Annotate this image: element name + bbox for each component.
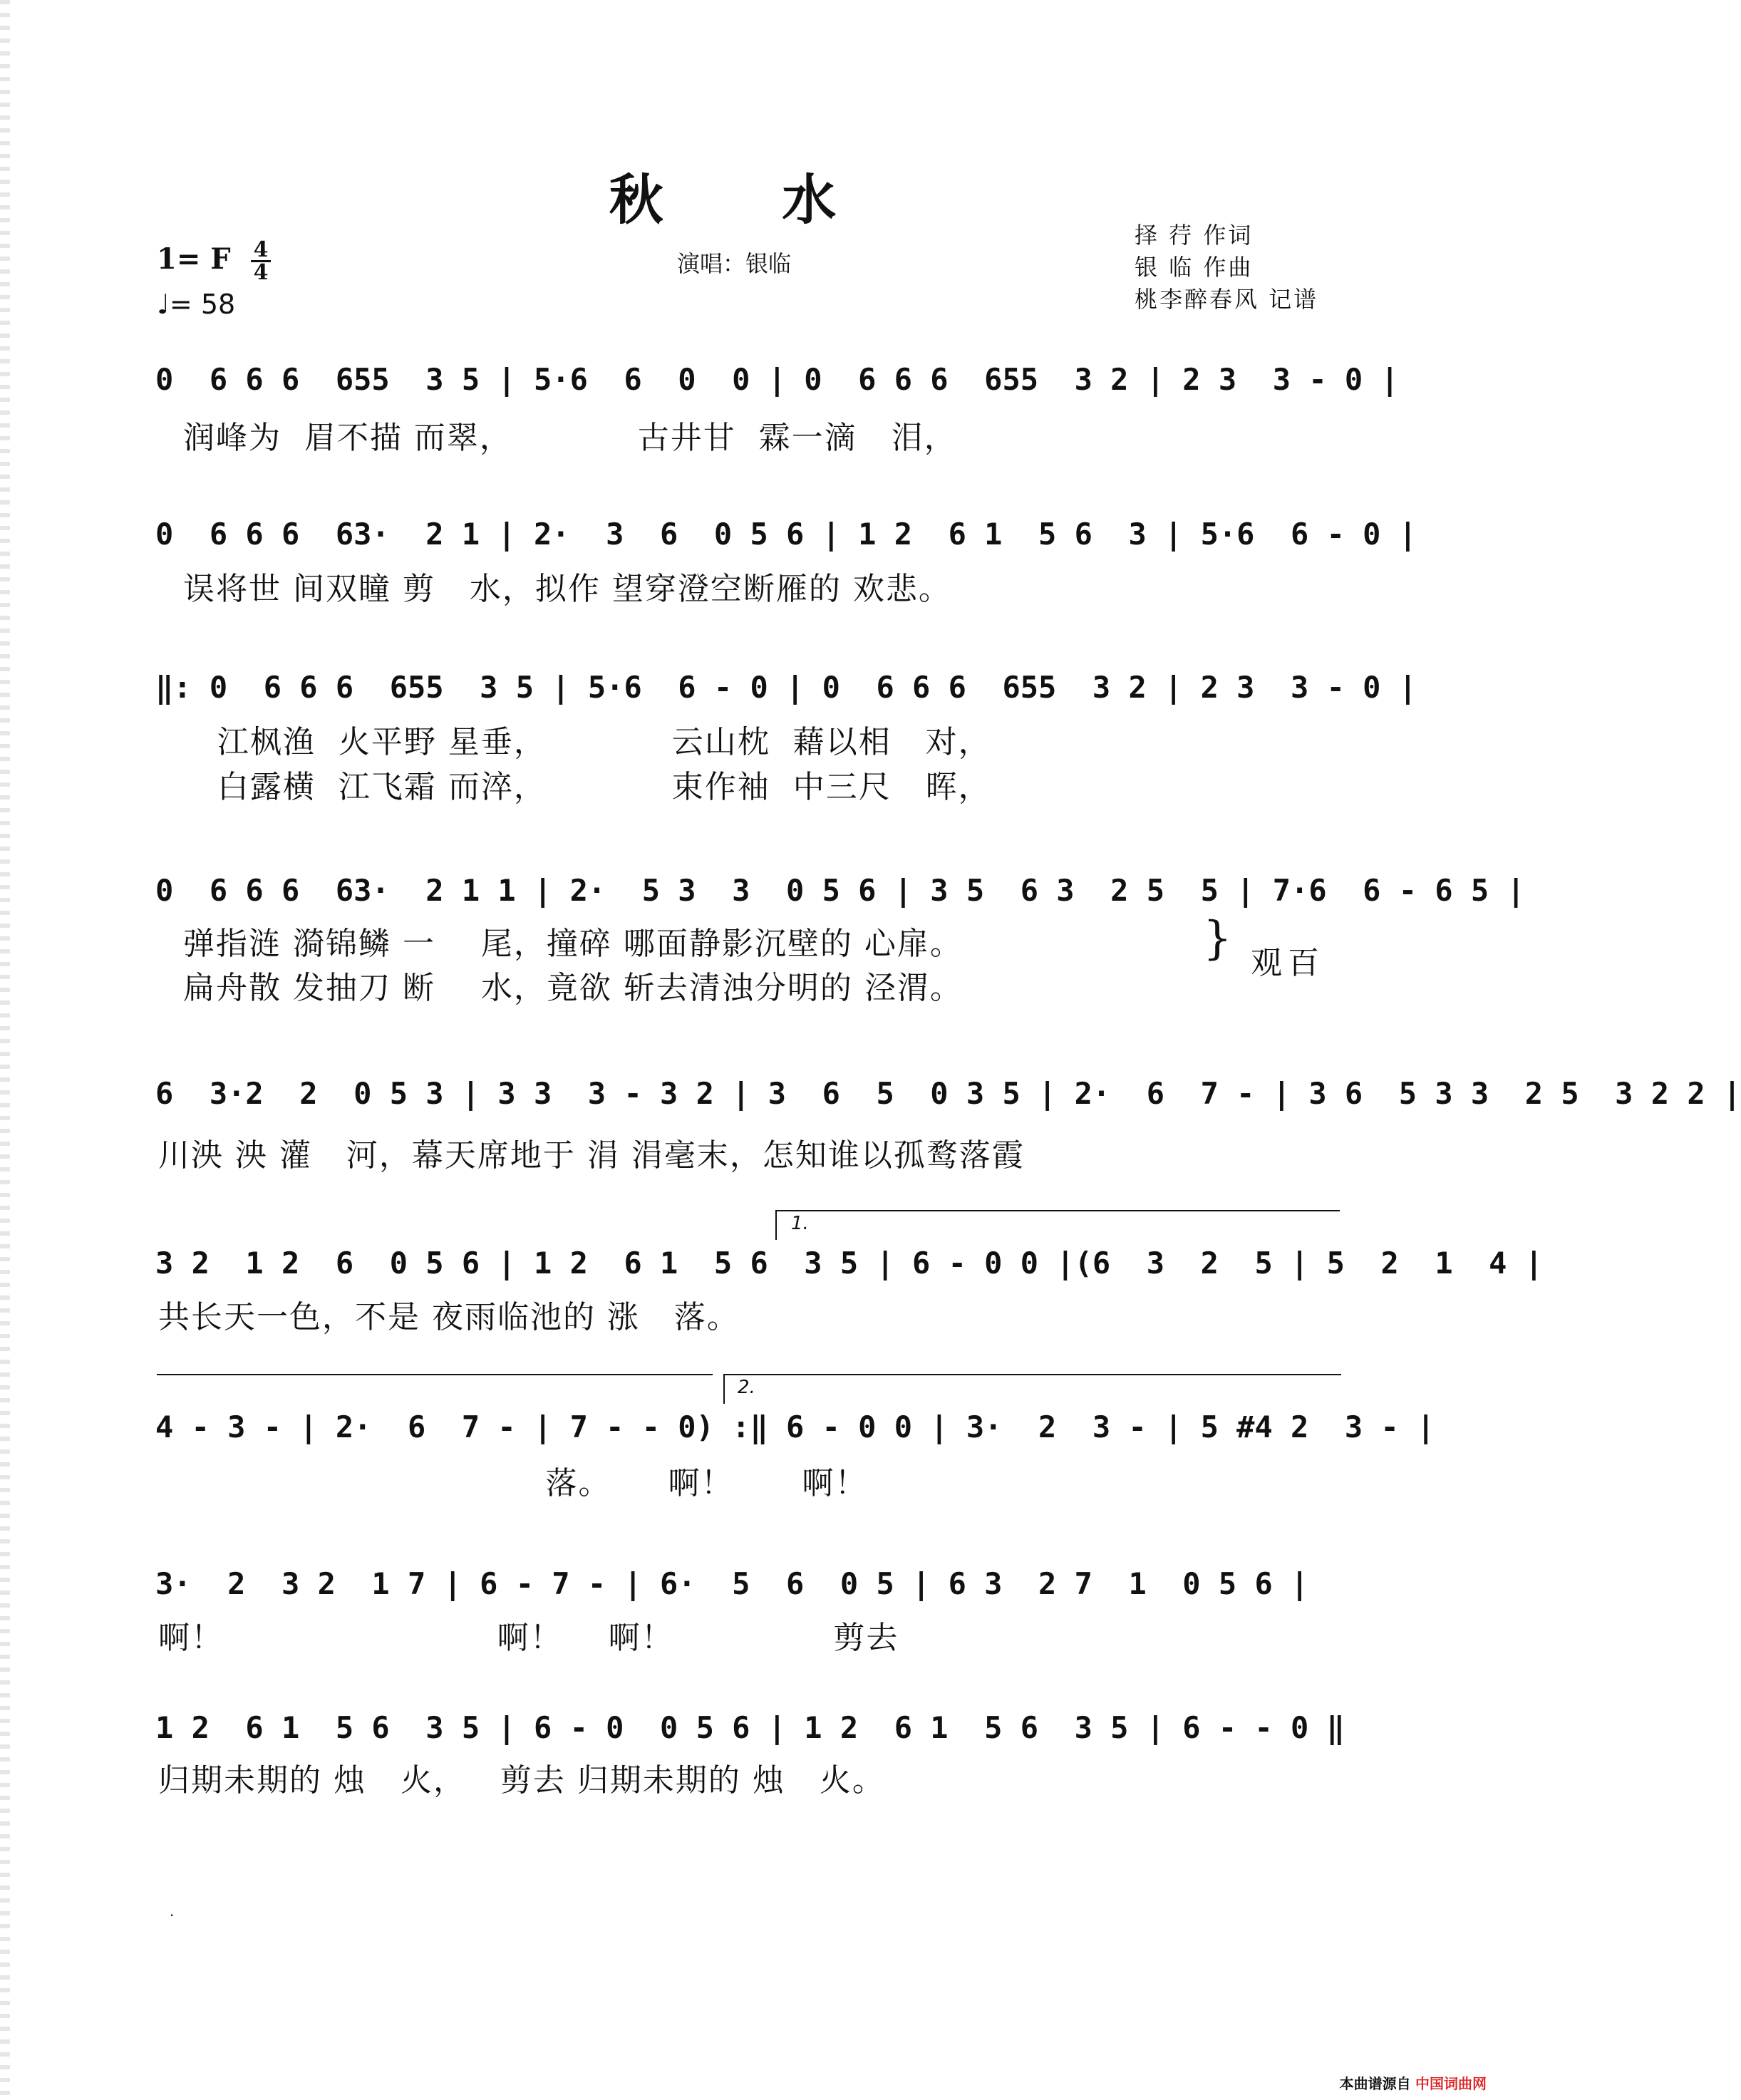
time-signature-bottom: 4 [253, 260, 269, 285]
time-signature-top: 4 [253, 237, 269, 262]
singer-credit: 演唱：银临 [677, 250, 792, 277]
notation-line-8: 3· 2 3 2 1 7 | 6 - 7 - | 6· 5 6 0 5 | 6 3 2 7 1 0 5 6 | [155, 1566, 1309, 1601]
song-title: 秋 水 [609, 168, 887, 232]
notation-line-1: 0 6 6 6 655 3 5 | 5·6 6 0 0 | 0 6 6 6 655 3 2 | 2 3 3 - 0 | [155, 362, 1399, 397]
volta-2-label: 2. [738, 1377, 755, 1398]
transcriber-credit: 桃李醉春风 记谱 [1135, 286, 1319, 313]
notation-line-4: 0 6 6 6 63· 2 1 1 | 2· 5 3 3 0 5 6 | 3 5 6 3 2 5 5 | 7·6 6 - 6 5 | [155, 873, 1525, 908]
time-signature [251, 239, 271, 283]
volta-2-bracket [723, 1374, 1341, 1404]
lyric-line-3a: 江枫渔 火平野 星垂， 云山枕 藉以相 对， [160, 724, 991, 760]
lyric-line-5: 川泱 泱 灌 河，幕天席地于 涓 涓毫末，怎知谁以孤鹜落霞 [158, 1137, 1025, 1174]
lyric-line-2: 误将世 间双瞳 剪 水，拟作 望穿澄空断雁的 欢悲。 [160, 571, 951, 607]
composer-credit: 银 临 作曲 [1135, 254, 1254, 281]
tempo-marking: ♩= 58 [157, 289, 236, 320]
lyric-line-4b: 扁舟散 发抽刀 断 水，竟欲 斩去清浊分明的 泾渭。 [160, 970, 963, 1006]
footer-site-link[interactable]: 中国词曲网 [1415, 2075, 1487, 2092]
notation-line-7: 4 - 3 - | 2· 6 7 - | 7 - - 0) :‖ 6 - 0 0 | 3· 2 3 - | 5 #4 2 3 - | [155, 1410, 1435, 1444]
lyric-line-8: 啊！ 啊！ 啊！ 剪去 [158, 1620, 899, 1656]
lyricist-credit: 择 荇 作词 [1135, 222, 1254, 249]
volta-1-continuation [157, 1374, 713, 1375]
footer-source [1340, 2072, 1487, 2093]
notation-line-2: 0 6 6 6 63· 2 1 | 2· 3 6 0 5 6 | 1 2 6 1 5 6 3 | 5·6 6 - 0 | [155, 517, 1417, 552]
notation-line-5: 6 3·2 2 0 5 3 | 3 3 3 - 3 2 | 3 6 5 0 3 5 | 2· 6 7 - | 3 6 5 3 3 2 5 3 2 2 | [155, 1076, 1741, 1111]
footer-source-text: 本曲谱源自 [1339, 2075, 1411, 2092]
lyric-line-1: 润峰为 眉不描 而翠， 古井甘 霖一滴 泪， [160, 420, 957, 456]
lyric-line-7: 落。 啊！ 啊！ [158, 1465, 868, 1501]
lyric-line-6: 共长天一色，不是 夜雨临池的 涨 落。 [158, 1299, 740, 1335]
notation-line-6: 3 2 1 2 6 0 5 6 | 1 2 6 1 5 6 3 5 | 6 - 0 0 |(6 3 2 5 | 5 2 1 4 | [155, 1246, 1544, 1281]
volta-1-label: 1. [791, 1213, 809, 1234]
lyric-line-4a: 弹指涟 漪锦鳞 一 尾，撞碎 哪面静影沉壁的 心扉。 [160, 926, 963, 962]
notation-line-9: 1 2 6 1 5 6 3 5 | 6 - 0 0 5 6 | 1 2 6 1 5 6 3 5 | 6 - - 0 ‖ [155, 1710, 1345, 1745]
verse-brace: } [1203, 912, 1232, 965]
key-signature: 1= F [157, 242, 231, 276]
notation-line-3: ‖: 0 6 6 6 655 3 5 | 5·6 6 - 0 | 0 6 6 6 655 3 2 | 2 3 3 - 0 | [155, 670, 1417, 705]
volta-1-bracket [775, 1210, 1340, 1240]
stray-dot: . [170, 1903, 175, 1920]
lyric-line-9: 归期未期的 烛 火， 剪去 归期未期的 烛 火。 [158, 1762, 885, 1799]
left-watermark-strip [0, 0, 10, 2100]
side-lyric: 观百 [1251, 945, 1325, 981]
lyric-line-3b: 白露横 江飞霜 而淬， 束作袖 中三尺 晖， [160, 769, 991, 805]
